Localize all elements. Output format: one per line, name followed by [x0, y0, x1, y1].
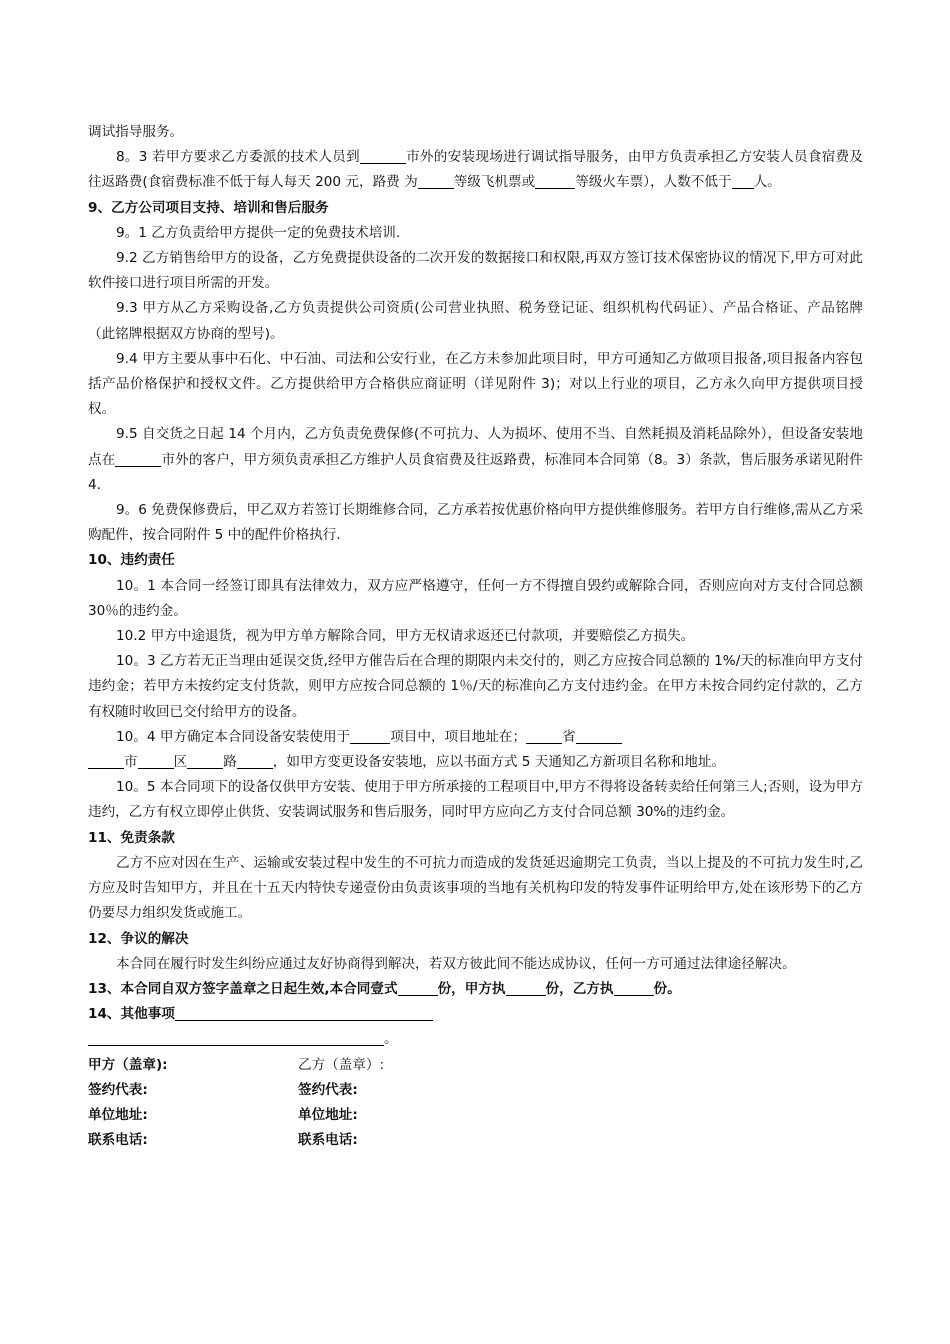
addr-a-label: 单位地址: — [88, 1106, 148, 1123]
section-9-heading: 9、乙方公司项目支持、培训和售后服务 — [88, 199, 329, 216]
contract-page — [88, 120, 863, 1153]
paragraph-10-1: 10。1 本合同一经签订即具有法律效力，双方应严格遵守，任何一方不得擅自毁约或解除合同，否则应向对方支付合同总额 30％的违约金。 — [88, 577, 863, 619]
copies-a-blank[interactable] — [506, 980, 546, 996]
text: ，如甲方变更设备安装地，应以书面方式 5 天通知乙方新项目名称和地址。 — [272, 754, 726, 771]
signature-row-party — [88, 1053, 863, 1078]
city-blank[interactable] — [115, 451, 161, 467]
paragraph-8-3 — [88, 145, 863, 195]
text: 8。3 若甲方要求乙方委派的技术人员到 — [116, 149, 360, 166]
city-blank-2[interactable] — [88, 753, 124, 769]
text: 份，乙方执 — [545, 980, 614, 997]
paragraph-9-2: 9.2 乙方销售给甲方的设备，乙方免费提供设备的二次开发的数据接口和权限,再双方签订技术保密协议的情况下,甲方可对此软件接口进行项目所需的开发。 — [88, 250, 863, 292]
signature-row-phone — [88, 1128, 863, 1153]
other-matters-blank[interactable] — [175, 1005, 433, 1021]
paragraph-9-6: 9。6 免费保修费后，甲乙双方若签订长期维修合同，乙方承若按优惠价格向甲方提供维修服务。若甲方自行维修,需从乙方采购配件，按合同附件 5 中的配件价格执行. — [88, 502, 863, 544]
project-blank[interactable] — [350, 728, 390, 744]
tel-b-label: 联系电话: — [298, 1132, 358, 1149]
text: 9.5 自交货之日起 14 个月内，乙方负责免费保修(不可抗力、人为损坏、使用不当、自然耗损及消耗品除外），但设备安装地点在 — [88, 426, 863, 468]
paragraph-9-3: 9.3 甲方从乙方采购设备,乙方负责提供公司资质(公司营业执照、税务登记证、组织机构代码证）、产品合格证、产品铭牌（此铭牌根据双方协商的型号)。 — [88, 300, 863, 342]
text: 等级火车票），人数不低于 — [575, 174, 732, 191]
text: 路 — [223, 754, 237, 771]
section-11-heading: 11、免责条款 — [88, 829, 175, 846]
city-blank[interactable] — [576, 728, 622, 744]
addr-b-label: 单位地址: — [298, 1106, 358, 1123]
road-blank[interactable] — [187, 753, 223, 769]
text: 市外的安装现场进行调试指导服务，由甲方负责承担乙方安装人员食宿费及往返路费(食宿费标准不低于每人每天 200 元，路费 为 — [88, 149, 863, 191]
paragraph-10-3: 10。3 乙方若无正当理由延误交货,经甲方催告后在合理的期限内未交付的，则乙方应按合同总额的 1%/天的标准向甲方支付违约金；若甲方未按约定支付货款，则甲方应按合同总额的 1％/天的标准向乙方支付违约金。在甲方未按合同约定付款的，乙方有权随时收回已交付给甲方的设备。 — [88, 653, 863, 720]
rep-a-label: 签约代表: — [88, 1081, 148, 1098]
headcount-blank[interactable] — [732, 173, 754, 189]
section-13-heading — [88, 977, 863, 1002]
text: 项目中，项目地址在； — [390, 728, 527, 745]
text: 市外的客户，甲方须负责承担乙方维护人员食宿费及往返路费，标准同本合同第（8。3）条款，售后服务承诺见附件 4. — [88, 451, 864, 493]
flight-class-blank[interactable] — [418, 173, 454, 189]
paragraph-10-5: 10。5 本合同项下的设备仅供甲方安装、使用于甲方所承接的工程项目中,甲方不得将设备转卖给任何第三人;否则，设为甲方违约，乙方有权立即停止供货、安装调试服务和售后服务，同时甲方应向乙方支付合同总额 30%的违约金。 — [88, 779, 863, 821]
text: 省 — [562, 728, 576, 745]
tel-a-label: 联系电话: — [88, 1132, 148, 1149]
text: 。 — [384, 1031, 398, 1048]
paragraph-10-2: 10.2 甲方中途退货，视为甲方单方解除合同，甲方无权请求返还已付款项，并要赔偿乙方损失。 — [116, 628, 695, 645]
section-14-heading — [88, 1002, 863, 1027]
paragraph-8-2-tail: 调试指导服务。 — [88, 124, 184, 140]
rep-b-label: 签约代表: — [298, 1081, 358, 1098]
copies-total-blank[interactable] — [398, 980, 438, 996]
train-class-blank[interactable] — [535, 173, 575, 189]
text: 人。 — [753, 174, 781, 191]
section-12-heading: 12、争议的解决 — [88, 930, 189, 947]
text: 10。4 甲方确定本合同设备安装使用于 — [116, 728, 351, 745]
text: 等级飞机票或 — [453, 174, 536, 191]
paragraph-9-1: 9。1 乙方负责给甲方提供一定的免费技术培训. — [116, 224, 401, 241]
text: 市 — [124, 754, 138, 771]
text: 14、其他事项 — [88, 1006, 175, 1023]
other-matters-blank-2[interactable] — [88, 1030, 384, 1046]
party-b-label: 乙方（盖章）: — [298, 1056, 385, 1073]
paragraph-9-5 — [88, 422, 863, 498]
signature-row-address — [88, 1103, 863, 1128]
city-blank[interactable] — [360, 148, 406, 164]
number-blank[interactable] — [237, 753, 273, 769]
party-a-label: 甲方（盖章): — [88, 1056, 168, 1073]
signature-row-rep — [88, 1078, 863, 1103]
paragraph-11: 乙方不应对因在生产、运输或安装过程中发生的不可抗力而造成的发货延迟逾期完工负责，当以上提及的不可抗力发生时,乙方应及时告知甲方，并且在十五天内特快专递壹份由负责该事项的当地有关机构印发的特发事件证明给甲方,处在该形势下的乙方仍要尽力组织发货或施工。 — [88, 854, 863, 922]
copies-b-blank[interactable] — [614, 980, 654, 996]
district-blank[interactable] — [138, 753, 174, 769]
other-matters-line-2 — [88, 1027, 863, 1052]
text: 份。 — [653, 980, 681, 997]
paragraph-10-4 — [88, 725, 863, 775]
province-blank[interactable] — [526, 728, 562, 744]
text: 区 — [173, 754, 188, 771]
section-10-heading: 10、违约责任 — [88, 552, 175, 569]
paragraph-9-4: 9.4 甲方主要从事中石化、中石油、司法和公安行业，在乙方未参加此项目时，甲方可通知乙方做项目报备,项目报备内容包括产品价格保护和授权文件。乙方提供给甲方合格供应商证明（详见附件 3)；对以上行业的项目，乙方永久向甲方提供项目授权。 — [88, 350, 863, 418]
text: 份，甲方执 — [437, 980, 506, 997]
text: 13、本合同自双方签字盖章之日起生效,本合同壹式 — [88, 980, 398, 997]
paragraph-12: 本合同在履行时发生纠纷应通过友好协商得到解决，若双方彼此间不能达成协议，任何一方可通过法律途径解决。 — [116, 955, 796, 972]
